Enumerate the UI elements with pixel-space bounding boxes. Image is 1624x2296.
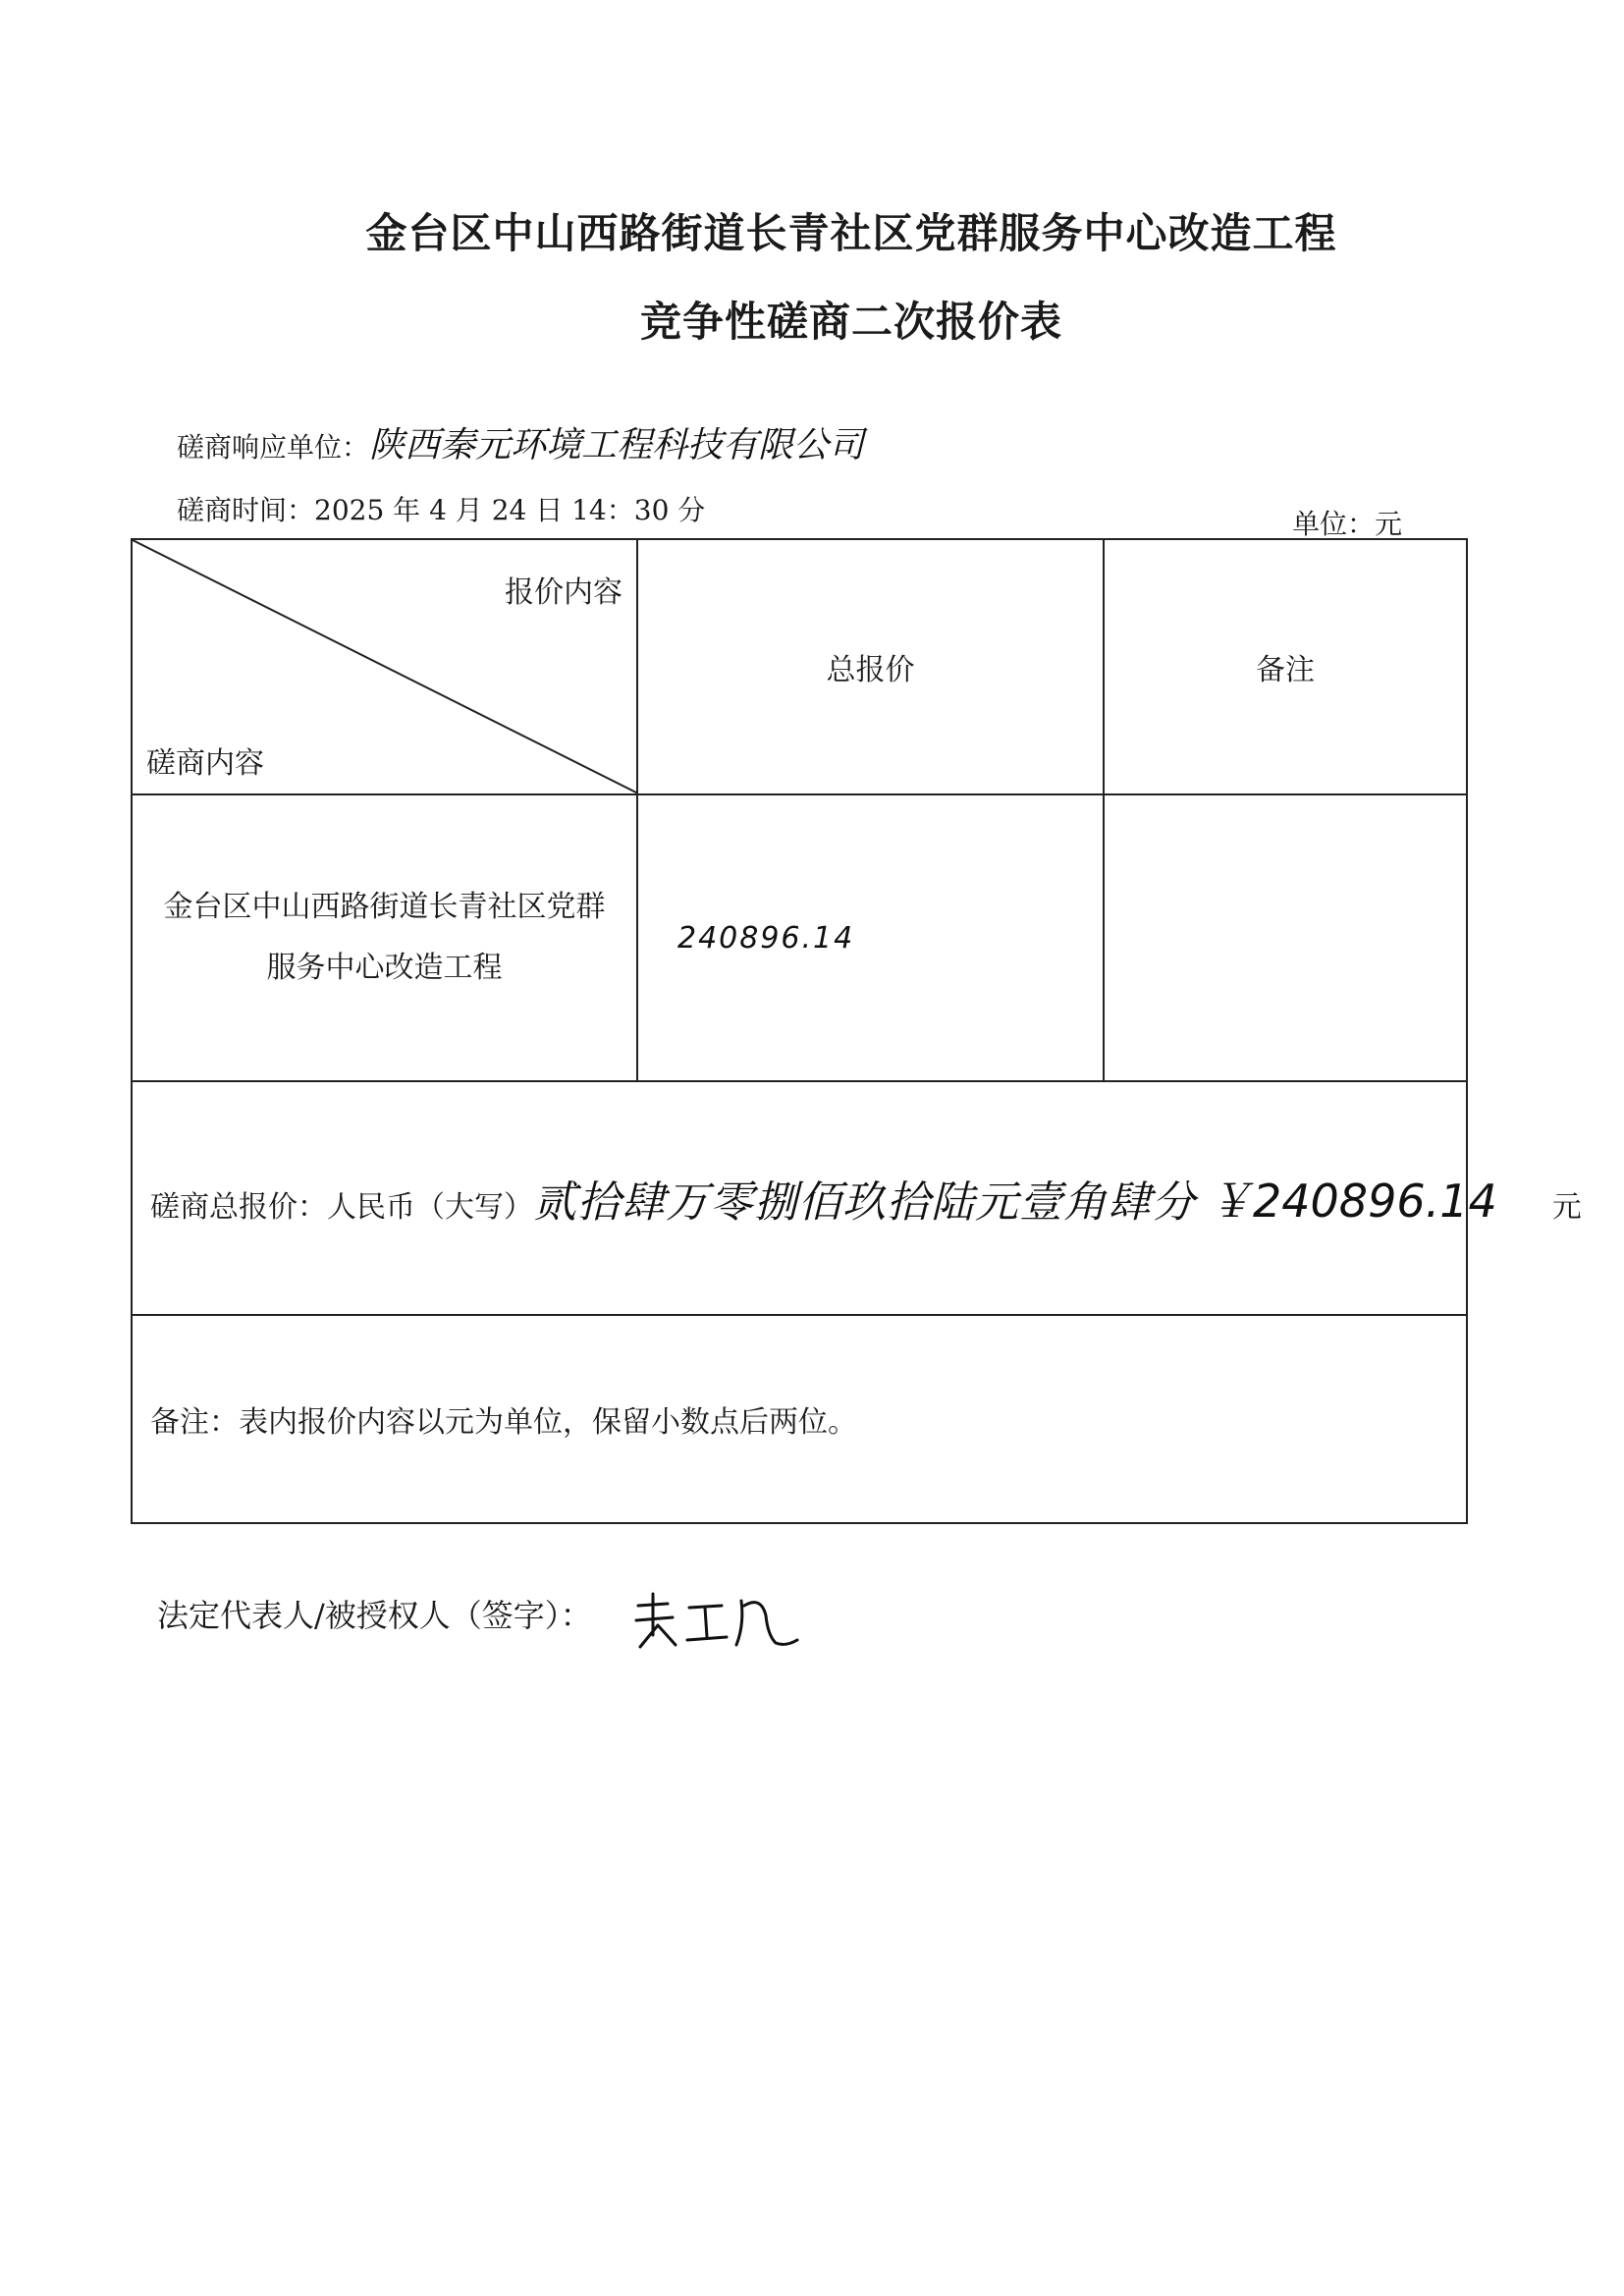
project-name-cell: 金台区中山西路街道长青社区党群服务中心改造工程: [132, 794, 637, 1081]
total-capital-handwritten: 贰拾肆万零捌佰玖拾陆元壹角肆分: [533, 1177, 1196, 1228]
corner-top-label: 报价内容: [505, 575, 623, 610]
project-remark-cell: [1104, 794, 1467, 1081]
total-cell: [132, 1081, 1582, 1315]
total-number-handwritten: ￥240896.14: [1208, 1175, 1497, 1228]
respondent-label: 磋商响应单位：: [177, 431, 370, 464]
project-amount-handwritten: 240896.14: [637, 794, 1104, 1081]
respondent-line: [177, 417, 864, 467]
time-value: 2025 年 4 月 24 日 14：30 分: [314, 494, 706, 526]
time-label: 磋商时间：: [177, 494, 315, 526]
total-row: [132, 1081, 1467, 1315]
note-cell: 备注：表内报价内容以元为单位，保留小数点后两位。: [132, 1315, 1467, 1523]
column-header-remark: 备注: [1104, 539, 1467, 794]
respondent-handwritten: 陕西秦元环境工程科技有限公司: [369, 425, 865, 465]
table-header-row: [132, 539, 1467, 794]
corner-bottom-label: 磋商内容: [146, 746, 264, 781]
quote-table: [131, 538, 1582, 1524]
time-line: [177, 489, 705, 528]
diagonal-header-cell: [132, 539, 637, 794]
total-unit: 元: [1551, 1190, 1582, 1225]
total-label: 磋商总报价：人民币（大写）: [150, 1190, 533, 1225]
signature-label: 法定代表人/被授权人（签字）：: [157, 1597, 592, 1634]
total-line: [150, 1166, 1582, 1230]
document-title: 金台区中山西路街道长青社区党群服务中心改造工程: [365, 209, 1337, 257]
document-subtitle: 竞争性磋商二次报价表: [639, 298, 1062, 346]
note-row: [132, 1315, 1467, 1523]
table-row: [132, 794, 1467, 1081]
handwritten-signature: [628, 1586, 805, 1655]
column-header-total: 总报价: [637, 539, 1104, 794]
unit-label: 单位：元: [1292, 508, 1403, 540]
